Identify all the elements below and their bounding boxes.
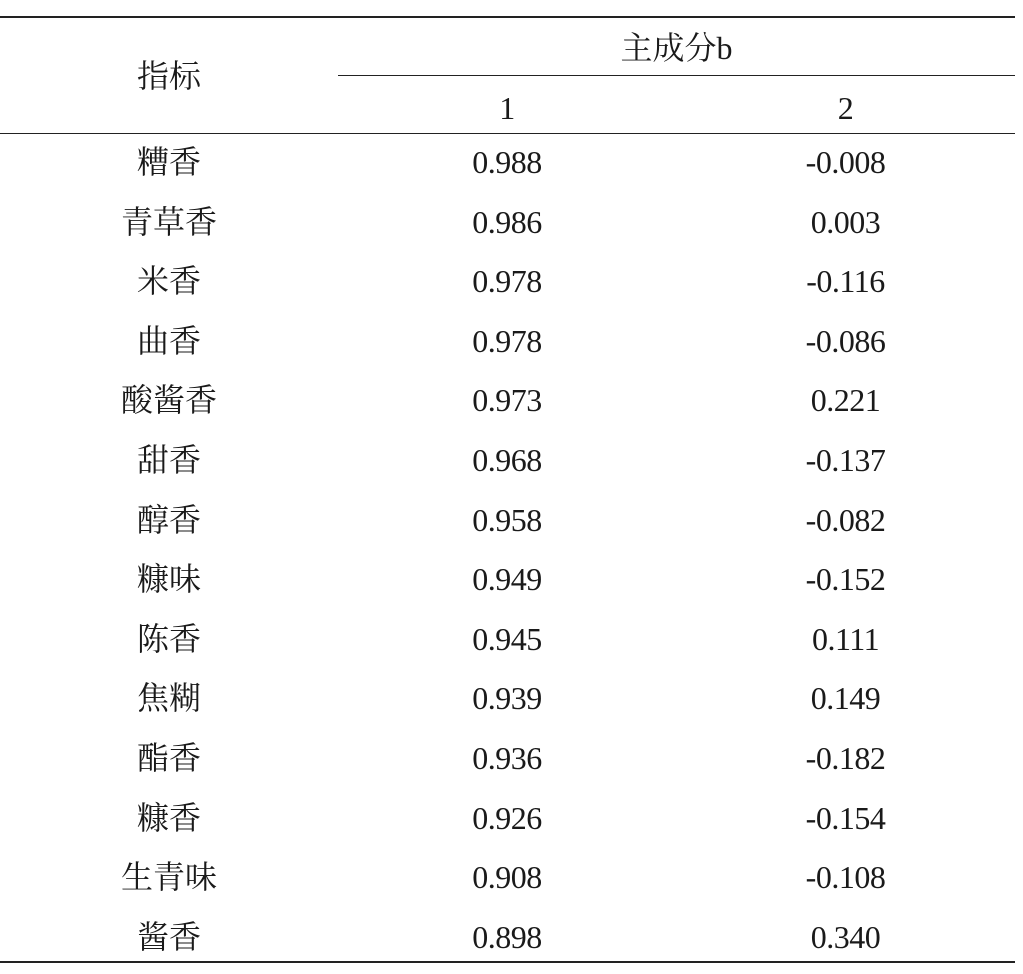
cell-component-2: 0.111: [811, 620, 880, 657]
cell-component-2: 0.221: [810, 382, 881, 419]
cell-component-2: -0.108: [805, 859, 886, 896]
table-row: [0, 200, 1015, 260]
table-top-rule: [0, 16, 1015, 18]
cell-component-2: -0.182: [805, 740, 886, 776]
cell-component-2: -0.116: [806, 263, 885, 300]
header-indicator: 指标: [136, 58, 201, 94]
header-sub-rule: [338, 75, 1015, 76]
cell-component-2: -0.086: [805, 322, 886, 359]
cell-indicator: 生青味: [120, 859, 217, 896]
cell-component-2: -0.082: [805, 501, 886, 538]
table-row: [0, 557, 1015, 617]
cell-component-1: 0.908: [472, 859, 542, 896]
header-principal-component: 主成分b: [620, 30, 733, 66]
cell-component-1: 0.978: [472, 263, 542, 300]
cell-indicator: 青草香: [120, 203, 217, 240]
cell-component-1: 0.958: [472, 501, 542, 538]
table-row: [0, 259, 1015, 319]
cell-indicator: 陈香: [136, 620, 201, 657]
cell-indicator: 曲香: [136, 322, 201, 359]
cell-component-1: 0.973: [472, 382, 542, 419]
cell-indicator: 酸酱香: [120, 382, 217, 419]
cell-component-1: 0.936: [472, 740, 542, 776]
cell-component-1: 0.898: [472, 918, 542, 955]
cell-indicator: 糟香: [136, 144, 201, 180]
table-row: [0, 676, 1015, 736]
cell-indicator: 米香: [136, 263, 201, 300]
header-component-2: 2: [837, 90, 854, 126]
cell-component-2: -0.154: [805, 799, 886, 836]
table-row: [0, 796, 1015, 856]
table-row: [0, 319, 1015, 379]
cell-indicator: 焦糊: [136, 680, 201, 717]
cell-component-1: 0.986: [472, 203, 542, 240]
table-row: [0, 736, 1015, 796]
cell-component-1: 0.949: [472, 561, 542, 598]
cell-component-2: 0.003: [810, 203, 881, 240]
cell-component-2: 0.340: [810, 918, 881, 955]
cell-component-1: 0.978: [472, 322, 542, 359]
table-row: [0, 140, 1015, 200]
table-row: [0, 438, 1015, 498]
table-row: [0, 855, 1015, 915]
table-header-rule: [0, 133, 1015, 134]
table-row: [0, 378, 1015, 438]
table-row: [0, 617, 1015, 677]
cell-component-1: 0.988: [472, 144, 542, 180]
cell-component-2: -0.152: [805, 561, 886, 598]
cell-component-1: 0.945: [472, 620, 542, 657]
cell-indicator: 甜香: [136, 442, 201, 478]
cell-component-1: 0.939: [472, 680, 542, 717]
cell-component-1: 0.926: [472, 799, 542, 836]
cell-indicator: 酱香: [136, 918, 201, 955]
cell-component-2: -0.137: [805, 442, 886, 478]
cell-component-2: -0.008: [805, 144, 886, 180]
table-row: [0, 498, 1015, 558]
table-row: [0, 915, 1015, 974]
table-bottom-rule: [0, 961, 1015, 963]
cell-indicator: 糠香: [136, 799, 201, 836]
header-component-1: 1: [499, 90, 515, 126]
cell-indicator: 酯香: [136, 740, 201, 776]
cell-component-1: 0.968: [472, 442, 542, 478]
cell-component-2: 0.149: [810, 680, 881, 717]
cell-indicator: 糠味: [136, 561, 201, 598]
cell-indicator: 醇香: [136, 501, 201, 538]
